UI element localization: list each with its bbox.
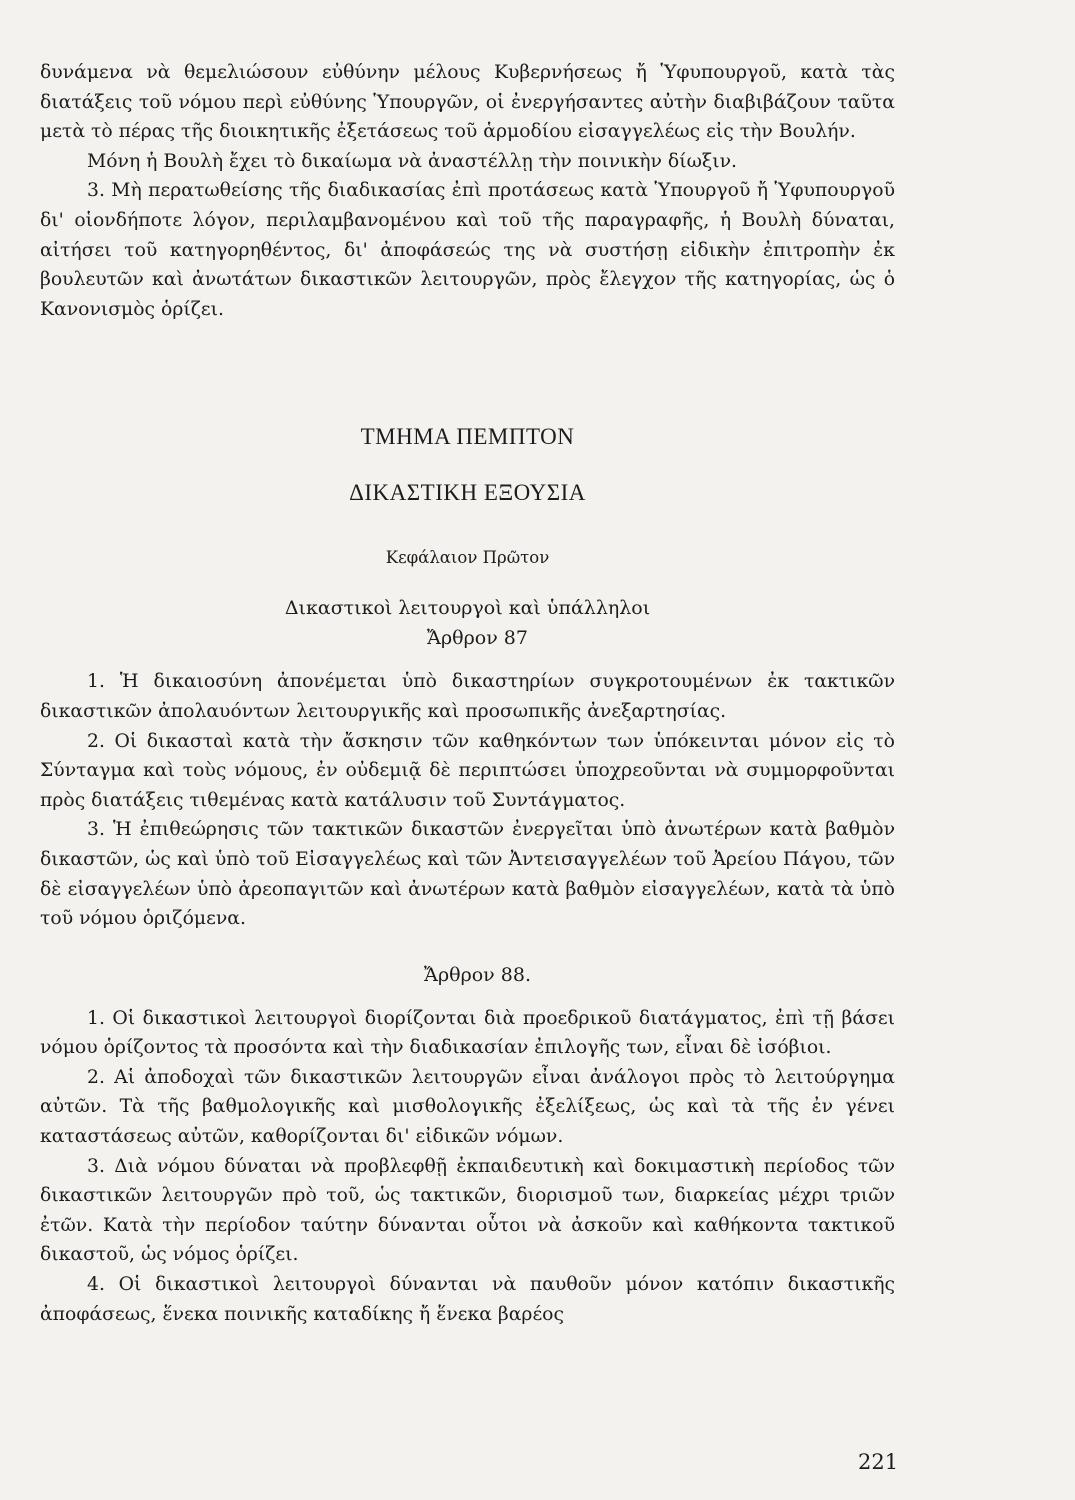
paragraph: 2. Οἱ δικασταὶ κατὰ τὴν ἄσκησιν τῶν καθηκόντων των ὑπόκεινται μόνον εἰς τὸ Σύνταγμα καὶ τοὺς νόμους, ἐν οὐδεμιᾷ δὲ περιπτώσει ὑποχρεοῦνται νὰ συμμορφοῦνται πρὸς διατάξεις τιθεμένας κατὰ κατάλυσιν τοῦ Συντάγματος. [40,730,895,811]
article-heading: Ἄρθρον 88. [424,963,531,986]
continued-article-text [40,58,895,324]
paragraph: 1. Οἱ δικαστικοὶ λειτουργοὶ διορίζονται διὰ προεδρικοῦ διατάγματος, ἐπὶ τῇ βάσει νόμου ὁρίζοντος τὰ προσόντα καὶ τὴν διαδικασίαν ἐπιλογῆς των, εἶναι δὲ ἰσόβιοι. [40,1007,895,1059]
paragraph: δυνάμενα νὰ θεμελιώσουν εὐθύνην μέλους Κυβερνήσεως ἤ Ὑφυπουργοῦ, κατὰ τὰς διατάξεις τοῦ νόμου περὶ εὐθύνης Ὑπουργῶν, οἱ ἐνεργήσαντες αὐτὴν διαβιβάζουν ταῦτα μετὰ τὸ πέρας τῆς διοικητικῆς ἐξετάσεως τοῦ ἁρμοδίου εἰσαγγελέως εἰς τὴν Βουλήν. [40,62,895,143]
article-87-body [40,667,895,933]
paragraph: 3. Διὰ νόμου δύναται νὰ προβλεφθῇ ἐκπαιδευτικὴ καὶ δοκιμαστικὴ περίοδος τῶν δικαστικῶν λειτουργῶν πρὸ τοῦ, ὡς τακτικῶν, διορισμοῦ των, διαρκείας μέχρι τριῶν ἐτῶν. Κατὰ τὴν περίοδον ταύτην δύνανται οὗτοι νὰ ἀσκοῦν καὶ καθήκοντα τακτικοῦ δικαστοῦ, ὡς νόμος ὁρίζει. [40,1155,895,1266]
paragraph: 2. Αἱ ἀποδοχαὶ τῶν δικαστικῶν λειτουργῶν εἶναι ἀνάλογοι πρὸς τὸ λειτούργημα αὐτῶν. Τὰ τῆς βαθμολογικῆς καὶ μισθολογικῆς ἐξελίξεως, ὡς καὶ τὰ τῆς ἐν γένει καταστάσεως αὐτῶν, καθορίζονται δι' εἰδικῶν νόμων. [40,1066,895,1148]
page-body [40,58,895,1329]
part-title: ΤΜΗΜΑ ΠΕΜΠΤΟΝ [360,424,575,450]
paragraph: 3. Ἡ ἐπιθεώρησις τῶν τακτικῶν δικαστῶν ἐνεργεῖται ὑπὸ ἀνωτέρων κατὰ βαθμὸν δικαστῶν, ὡς καὶ ὑπὸ τοῦ Εἰσαγγελέως καὶ τῶν Ἀντεισαγγελέων τοῦ Ἀρείου Πάγου, τῶν δὲ εἰσαγγελέων ὑπὸ ἀρεοπαγιτῶν καὶ ἀνωτέρων κατὰ βαθμὸν εἰσαγγελέων, κατὰ τὰ ὑπὸ τοῦ νόμου ὁριζόμενα. [40,819,895,930]
paragraph: 3. Μὴ περατωθείσης τῆς διαδικασίας ἐπὶ προτάσεως κατὰ Ὑπουργοῦ ἤ Ὑφυπουργοῦ δι' οἱονδήποτε λόγον, περιλαμβανομένου καὶ τοῦ τῆς παραγραφῆς, ἡ Βουλὴ δύναται, αἰτήσει τοῦ κατηγορηθέντος, δι' ἀποφάσεώς της νὰ συστήσῃ εἰδικὴν ἐπιτροπὴν ἐκ βουλευτῶν καὶ ἀνωτάτων δικαστικῶν λειτουργῶν, πρὸς ἔλεγχον τῆς κατηγορίας, ὡς ὁ Κανονισμὸς ὁρίζει. [40,180,895,320]
chapter-title: Δικαστικοὶ λειτουργοὶ καὶ ὑπάλληλοι [284,597,651,620]
page-number: 221 [858,1450,899,1474]
article-88-body [40,1004,895,1330]
paragraph: Μόνη ἡ Βουλὴ ἔχει τὸ δικαίωμα νὰ ἀναστέλλῃ τὴν ποινικὴν δίωξιν. [87,150,737,172]
paragraph: 4. Οἱ δικαστικοὶ λειτουργοὶ δύνανται νὰ παυθοῦν μόνον κατόπιν δικαστικῆς ἀποφάσεως, ἕνεκα ποινικῆς καταδίκης ἤ ἕνεκα βαρέος [40,1274,895,1325]
paragraph: 1. Ἡ δικαιοσύνη ἀπονέμεται ὑπὸ δικαστηρίων συγκροτουμένων ἐκ τακτικῶν δικαστικῶν ἀπολαυόντων λειτουργικῆς καὶ προσωπικῆς ἀνεξαρτησίας. [40,671,895,722]
article-heading: Ἄρθρον 87 [427,627,528,650]
chapter-label: Κεφάλαιον Πρῶτον [385,548,550,568]
part-subtitle: ΔΙΚΑΣΤΙΚΗ ΕΞΟΥΣΙΑ [349,480,586,506]
